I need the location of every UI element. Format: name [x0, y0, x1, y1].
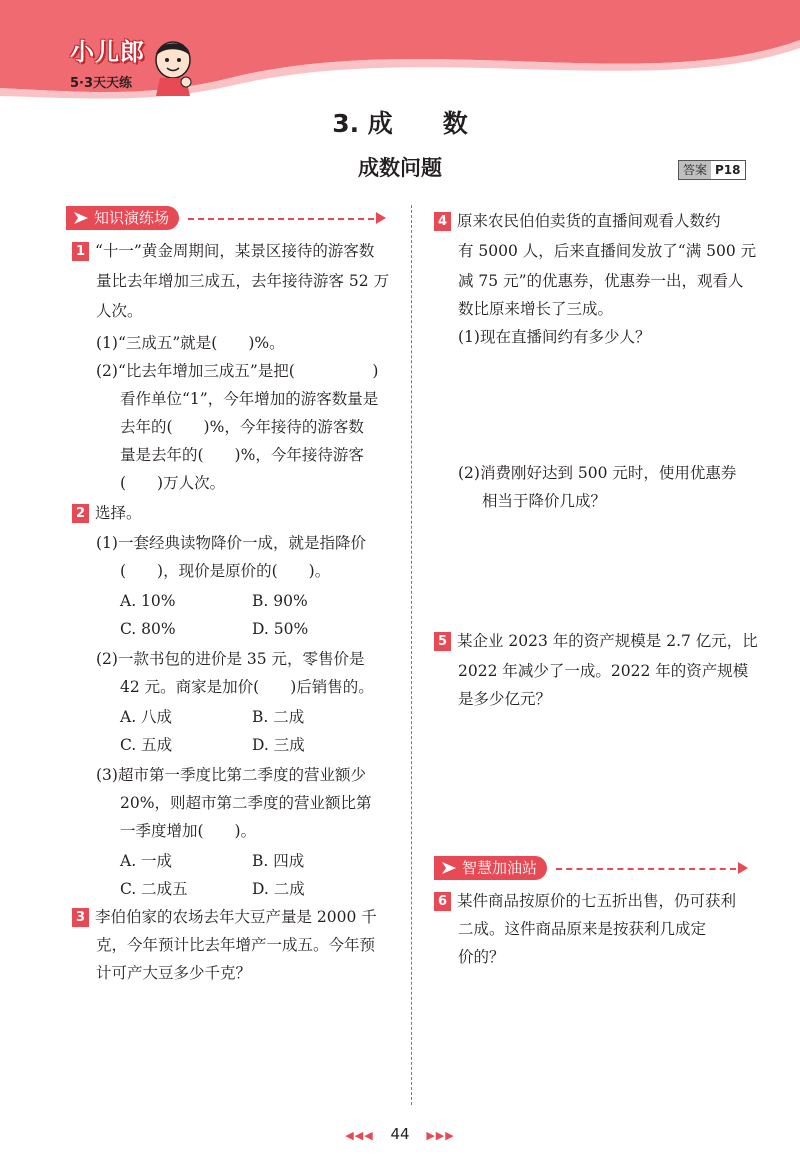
q4-stem-line: 有 5000 人，后来直播间发放了“满 500 元 [458, 242, 757, 260]
q2-sub3-line: 一季度增加( )。 [120, 822, 257, 840]
section-challenge-line [556, 868, 736, 870]
q5-number: 5 [434, 632, 451, 651]
q2-sub3-line: (3)超市第一季度比第二季度的营业额少 [96, 766, 366, 784]
q4-stem-line: 4 原来农民伯伯卖货的直播间观看人数约 [434, 206, 721, 236]
option-b: B. 90% [252, 592, 308, 610]
next-arrows-icon: ▶▶▶ [426, 1129, 455, 1142]
option-a: A. 八成 [120, 708, 173, 726]
section-practice-label: 知识演练场 [94, 209, 170, 227]
q3-stem-line: 克，今年预计比去年增产一成五。今年预 [96, 936, 376, 954]
prev-arrows-icon: ◀◀◀ [345, 1129, 374, 1142]
option-c: C. 80% [120, 620, 176, 638]
q1-number: 1 [72, 242, 89, 261]
arrow-right-icon [376, 212, 386, 224]
column-divider [411, 205, 412, 1105]
option-b: B. 四成 [252, 852, 305, 870]
q3-number: 3 [72, 908, 89, 927]
option-d: D. 三成 [252, 736, 305, 754]
series-name: 5·3天天练 [70, 76, 133, 91]
q3-stem-line: 计可产大豆多少千克？ [96, 964, 252, 982]
q1-stem-line: 量比去年增加三成五，去年接待游客 52 万 [96, 272, 390, 290]
q4-stem-line: 数比原来增长了三成。 [458, 300, 614, 318]
answer-label: 答案 [679, 161, 711, 179]
lesson-title: 3. 成 数 [332, 109, 468, 138]
brand-name: 小儿郎 [70, 38, 145, 66]
option-b: B. 二成 [252, 708, 305, 726]
q2-number: 2 [72, 504, 89, 523]
q1-part1: (1)“三成五”就是( )%。 [96, 334, 285, 352]
q2-sub1-line: ( )，现价是原价的( )。 [120, 562, 331, 580]
q5-stem-line: 2022 年减少了一成。2022 年的资产规模 [458, 662, 749, 680]
q4-number: 4 [434, 212, 451, 231]
option-a: A. 一成 [120, 852, 173, 870]
q6-stem-line: 价的？ [458, 948, 505, 966]
q6-number: 6 [434, 892, 451, 911]
section-challenge-tag [434, 856, 547, 880]
q2-sub2-line: (2)一款书包的进价是 35 元，零售价是 [96, 650, 365, 668]
section-practice-tag [66, 206, 179, 230]
q1-part2-line: 看作单位“1”，今年增加的游客数量是 [120, 390, 379, 408]
q4-stem-line: 减 75 元”的优惠券，优惠券一出，观看人 [458, 272, 744, 290]
q4-part1: (1)现在直播间约有多少人？ [458, 328, 651, 346]
q1-part2-line: 去年的( )%，今年接待的游客数 [120, 418, 364, 436]
page-number: 44 [390, 1125, 410, 1143]
answer-reference [678, 160, 746, 180]
q1-stem-line: 人次。 [96, 302, 143, 320]
option-c: C. 五成 [120, 736, 173, 754]
q6-stem-line: 二成。这件商品原来是按获利几成定 [458, 920, 707, 938]
q5-stem-line: 是多少亿元？ [458, 690, 552, 708]
q2-sub3-line: 20%，则超市第二季度的营业额比第 [120, 794, 372, 812]
option-c: C. 二成五 [120, 880, 188, 898]
q2-sub2-line: 42 元。商家是加价( )后销售的。 [120, 678, 374, 696]
q5-stem-line: 5 某企业 2023 年的资产规模是 2.7 亿元，比 [434, 626, 758, 656]
section-challenge [434, 856, 754, 880]
q6-stem-line: 6 某件商品按原价的七五折出售，仍可获利 [434, 886, 736, 916]
section-practice-line [188, 218, 374, 220]
q2-sub1-line: (1)一套经典读物降价一成，就是指降价 [96, 534, 366, 552]
q2-stem: 2 选择。 [72, 498, 142, 528]
option-a: A. 10% [120, 592, 176, 610]
lesson-subtitle: 成数问题 [358, 156, 442, 180]
section-challenge-label: 智慧加油站 [462, 859, 538, 877]
arrow-right-icon [738, 862, 748, 874]
q1-stem-line: 1 “十一”黄金周期间，某景区接待的游客数 [72, 236, 374, 266]
spark-icon [440, 860, 458, 876]
mascot-icon [150, 36, 196, 96]
page-footer [0, 1125, 800, 1143]
spark-icon [72, 210, 90, 226]
q1-part2-line: ( )万人次。 [120, 474, 226, 492]
answer-page: P18 [711, 161, 745, 179]
q3-stem-line: 3 李伯伯家的农场去年大豆产量是 2000 千 [72, 902, 377, 932]
section-practice [66, 206, 391, 230]
q1-part2-line: 量是去年的( )%，今年接待游客 [120, 446, 364, 464]
q4-part2-line: 相当于降价几成？ [482, 492, 607, 510]
option-d: D. 50% [252, 620, 309, 638]
option-d: D. 二成 [252, 880, 305, 898]
q1-part2-line: (2)“比去年增加三成五”是把( ) [96, 362, 379, 380]
q4-part2-line: (2)消费刚好达到 500 元时，使用优惠券 [458, 464, 737, 482]
